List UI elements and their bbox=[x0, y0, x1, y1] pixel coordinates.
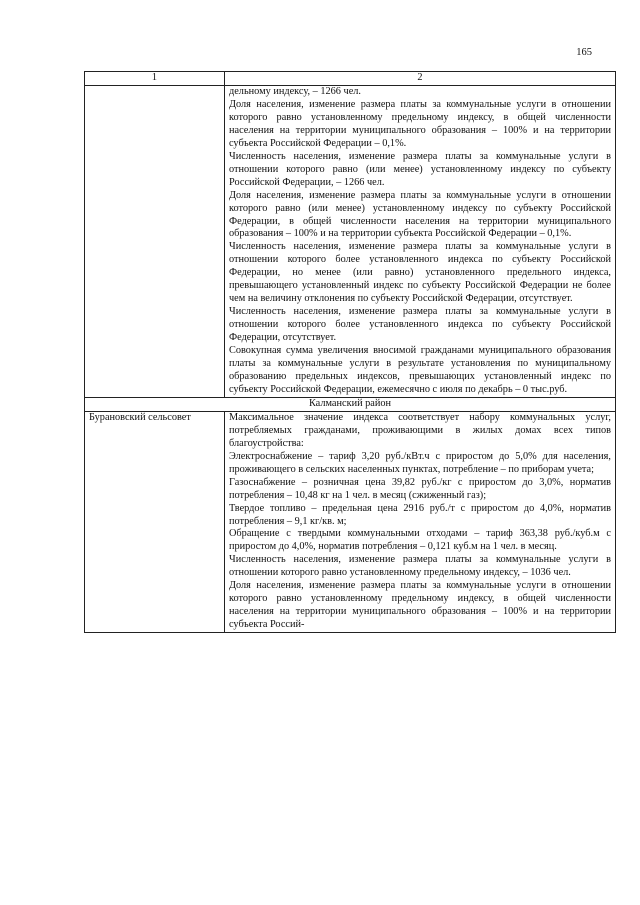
page-number: 165 bbox=[576, 47, 592, 58]
paragraph: Численность населения, изменение размера платы за коммунальные услуги в отношении которого более установленного индекса по субъекту Российской Федерации, но менее (или равно) установленного предельного индекса, превышающего установленный индекс по субъекту Российской Федерации не более чем на величину отклонения по субъекту Российской Федерации, отсутствует. bbox=[229, 241, 611, 305]
paragraph: Электроснабжение – тариф 3,20 руб./кВт.ч с приростом до 5,0% для населения, проживающего в сельских населенных пунктах, потребление – по приборам учета; bbox=[229, 450, 611, 475]
column-header-2: 2 bbox=[225, 72, 616, 86]
paragraph: Обращение с твердыми коммунальными отходами – тариф 363,38 руб./куб.м с приростом до 4,0%, норматив потребления – 0,121 куб.м на 1 чел. в месяц. bbox=[229, 528, 611, 553]
row-content-cell bbox=[225, 86, 616, 398]
paragraph: Доля населения, изменение размера платы за коммунальные услуги в отношении которого равно установленному предельному индексу, в общей численности населения на территории муниципального образования – 100% и на территории субъекта Россий- bbox=[229, 580, 611, 631]
region-title: Калманский район bbox=[85, 397, 616, 411]
paragraph: Твердое топливо – предельная цена 2916 руб./т с приростом до 4,0%, норматив потребления – 9,1 кг/кв. м; bbox=[229, 502, 611, 527]
paragraph: Численность населения, изменение размера платы за коммунальные услуги в отношении которого более установленного индекса по субъекту Российской Федерации, отсутствует. bbox=[229, 306, 611, 344]
table-row bbox=[85, 86, 616, 398]
paragraph: дельному индексу, – 1266 чел. bbox=[229, 86, 361, 97]
row-content-cell bbox=[225, 411, 616, 632]
region-header-row bbox=[85, 397, 616, 411]
paragraph: Совокупная сумма увеличения вносимой гражданами муниципального образования платы за коммунальные услуги в результате установления по муниципальному образованию предельных индексов, превышающих установленный индекс по субъекту Российской Федерации, ежемесячно с июля по декабрь – 0 тыс.руб. bbox=[229, 345, 611, 395]
municipality-name: Бурановский сельсовет bbox=[85, 411, 225, 632]
paragraph: Максимальное значение индекса соответствует набору коммунальных услуг, потребляемых гражданами, проживающими в жилых домах всех типов благоустройства: bbox=[229, 411, 611, 449]
table-header-row bbox=[85, 72, 616, 86]
paragraph: Численность населения, изменение размера платы за коммунальные услуги в отношении которого равно установленному предельному индексу, – 1036 чел. bbox=[229, 554, 611, 579]
column-header-1: 1 bbox=[85, 72, 225, 86]
paragraph: Газоснабжение – розничная цена 39,82 руб./кг с приростом до 3,0%, норматив потребления – 10,48 кг на 1 чел. в месяц (сжиженный газ); bbox=[229, 476, 611, 501]
paragraph: Доля населения, изменение размера платы за коммунальные услуги в отношении которого равно (или менее) установленному индексу по субъекту Российской Федерации, в общей численности населения на территории муниципального образования – 100% и на территории субъекта Российской Федерации – 0,1%. bbox=[229, 189, 611, 240]
row-label-cell bbox=[85, 86, 225, 398]
paragraph: Численность населения, изменение размера платы за коммунальные услуги в отношении которого равно (или менее) установленному индексу по субъекту Российской Федерации, – 1266 чел. bbox=[229, 150, 611, 188]
paragraph: Доля населения, изменение размера платы за коммунальные услуги в отношении которого равно установленному предельному индексу, в общей численности населения на территории муниципального образования – 100% и на территории субъекта Российской Федерации – 0,1%. bbox=[229, 98, 611, 149]
data-table bbox=[84, 71, 616, 633]
table-row bbox=[85, 411, 616, 632]
